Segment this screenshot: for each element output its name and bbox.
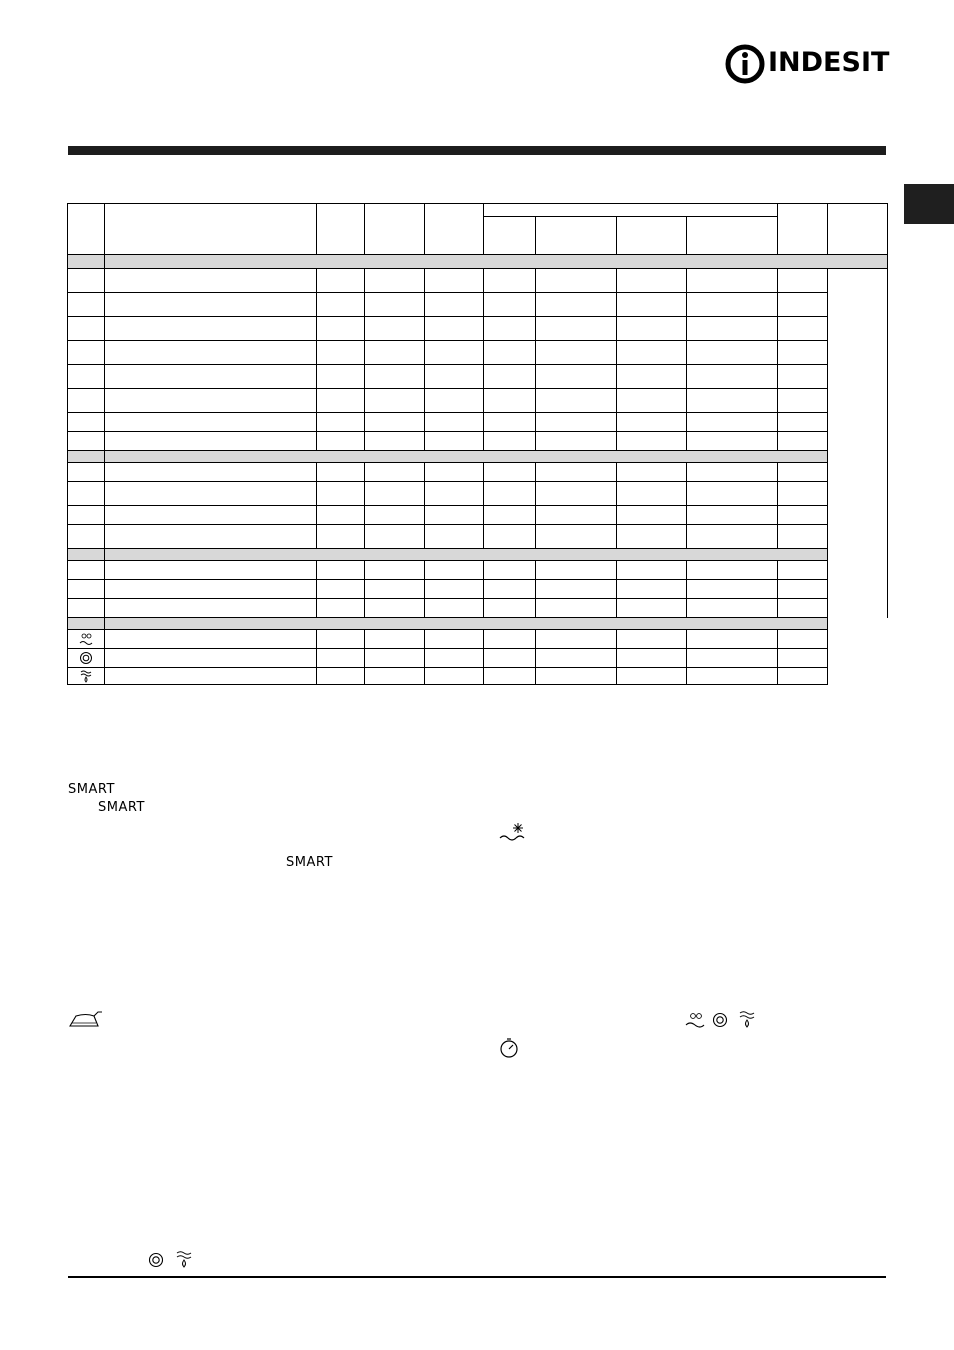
- table-row: [68, 293, 888, 317]
- indesit-logo-icon: [724, 42, 766, 86]
- table-row: [68, 317, 888, 341]
- table-row: [68, 413, 888, 432]
- table-row: [68, 365, 888, 389]
- table-row: [68, 269, 888, 293]
- programme-table: [67, 203, 888, 685]
- timer-icon: [499, 1037, 519, 1059]
- table-row: [68, 599, 888, 618]
- smart-label-3: SMART: [286, 855, 333, 870]
- language-tab: [904, 184, 954, 224]
- spin-icon: [712, 1012, 728, 1028]
- cold-wash-icon: [78, 632, 94, 646]
- cold-wash-icon: [685, 1012, 705, 1028]
- spin-icon: [79, 651, 93, 665]
- smart-label-2: SMART: [98, 800, 145, 815]
- table-row: [68, 389, 888, 413]
- table-row: [68, 561, 888, 580]
- table-row: [68, 341, 888, 365]
- table-row: [68, 432, 888, 451]
- table-section-band: [68, 255, 888, 269]
- table-row: [68, 668, 888, 685]
- iron-icon: [68, 1010, 104, 1028]
- header-rule: [68, 146, 886, 155]
- cold-wash-icon: [499, 822, 525, 844]
- table-row: [68, 525, 888, 549]
- table-row: [68, 649, 888, 668]
- smart-label-1: SMART: [68, 782, 115, 797]
- table-row: [68, 482, 888, 506]
- table-section-band: [68, 549, 888, 561]
- table-row: [68, 630, 888, 649]
- drain-icon: [175, 1250, 193, 1270]
- brand-logo: [724, 42, 888, 86]
- table-row: [68, 506, 888, 525]
- drain-icon: [79, 669, 93, 683]
- drain-icon: [738, 1010, 756, 1030]
- table-row: [68, 580, 888, 599]
- table-header-row: [68, 204, 888, 217]
- table-section-band: [68, 618, 888, 630]
- table-row: [68, 463, 888, 482]
- brand-name: INDESIT: [768, 47, 890, 78]
- table-section-band: [68, 451, 888, 463]
- spin-icon: [148, 1252, 164, 1268]
- footer-rule: [68, 1276, 886, 1278]
